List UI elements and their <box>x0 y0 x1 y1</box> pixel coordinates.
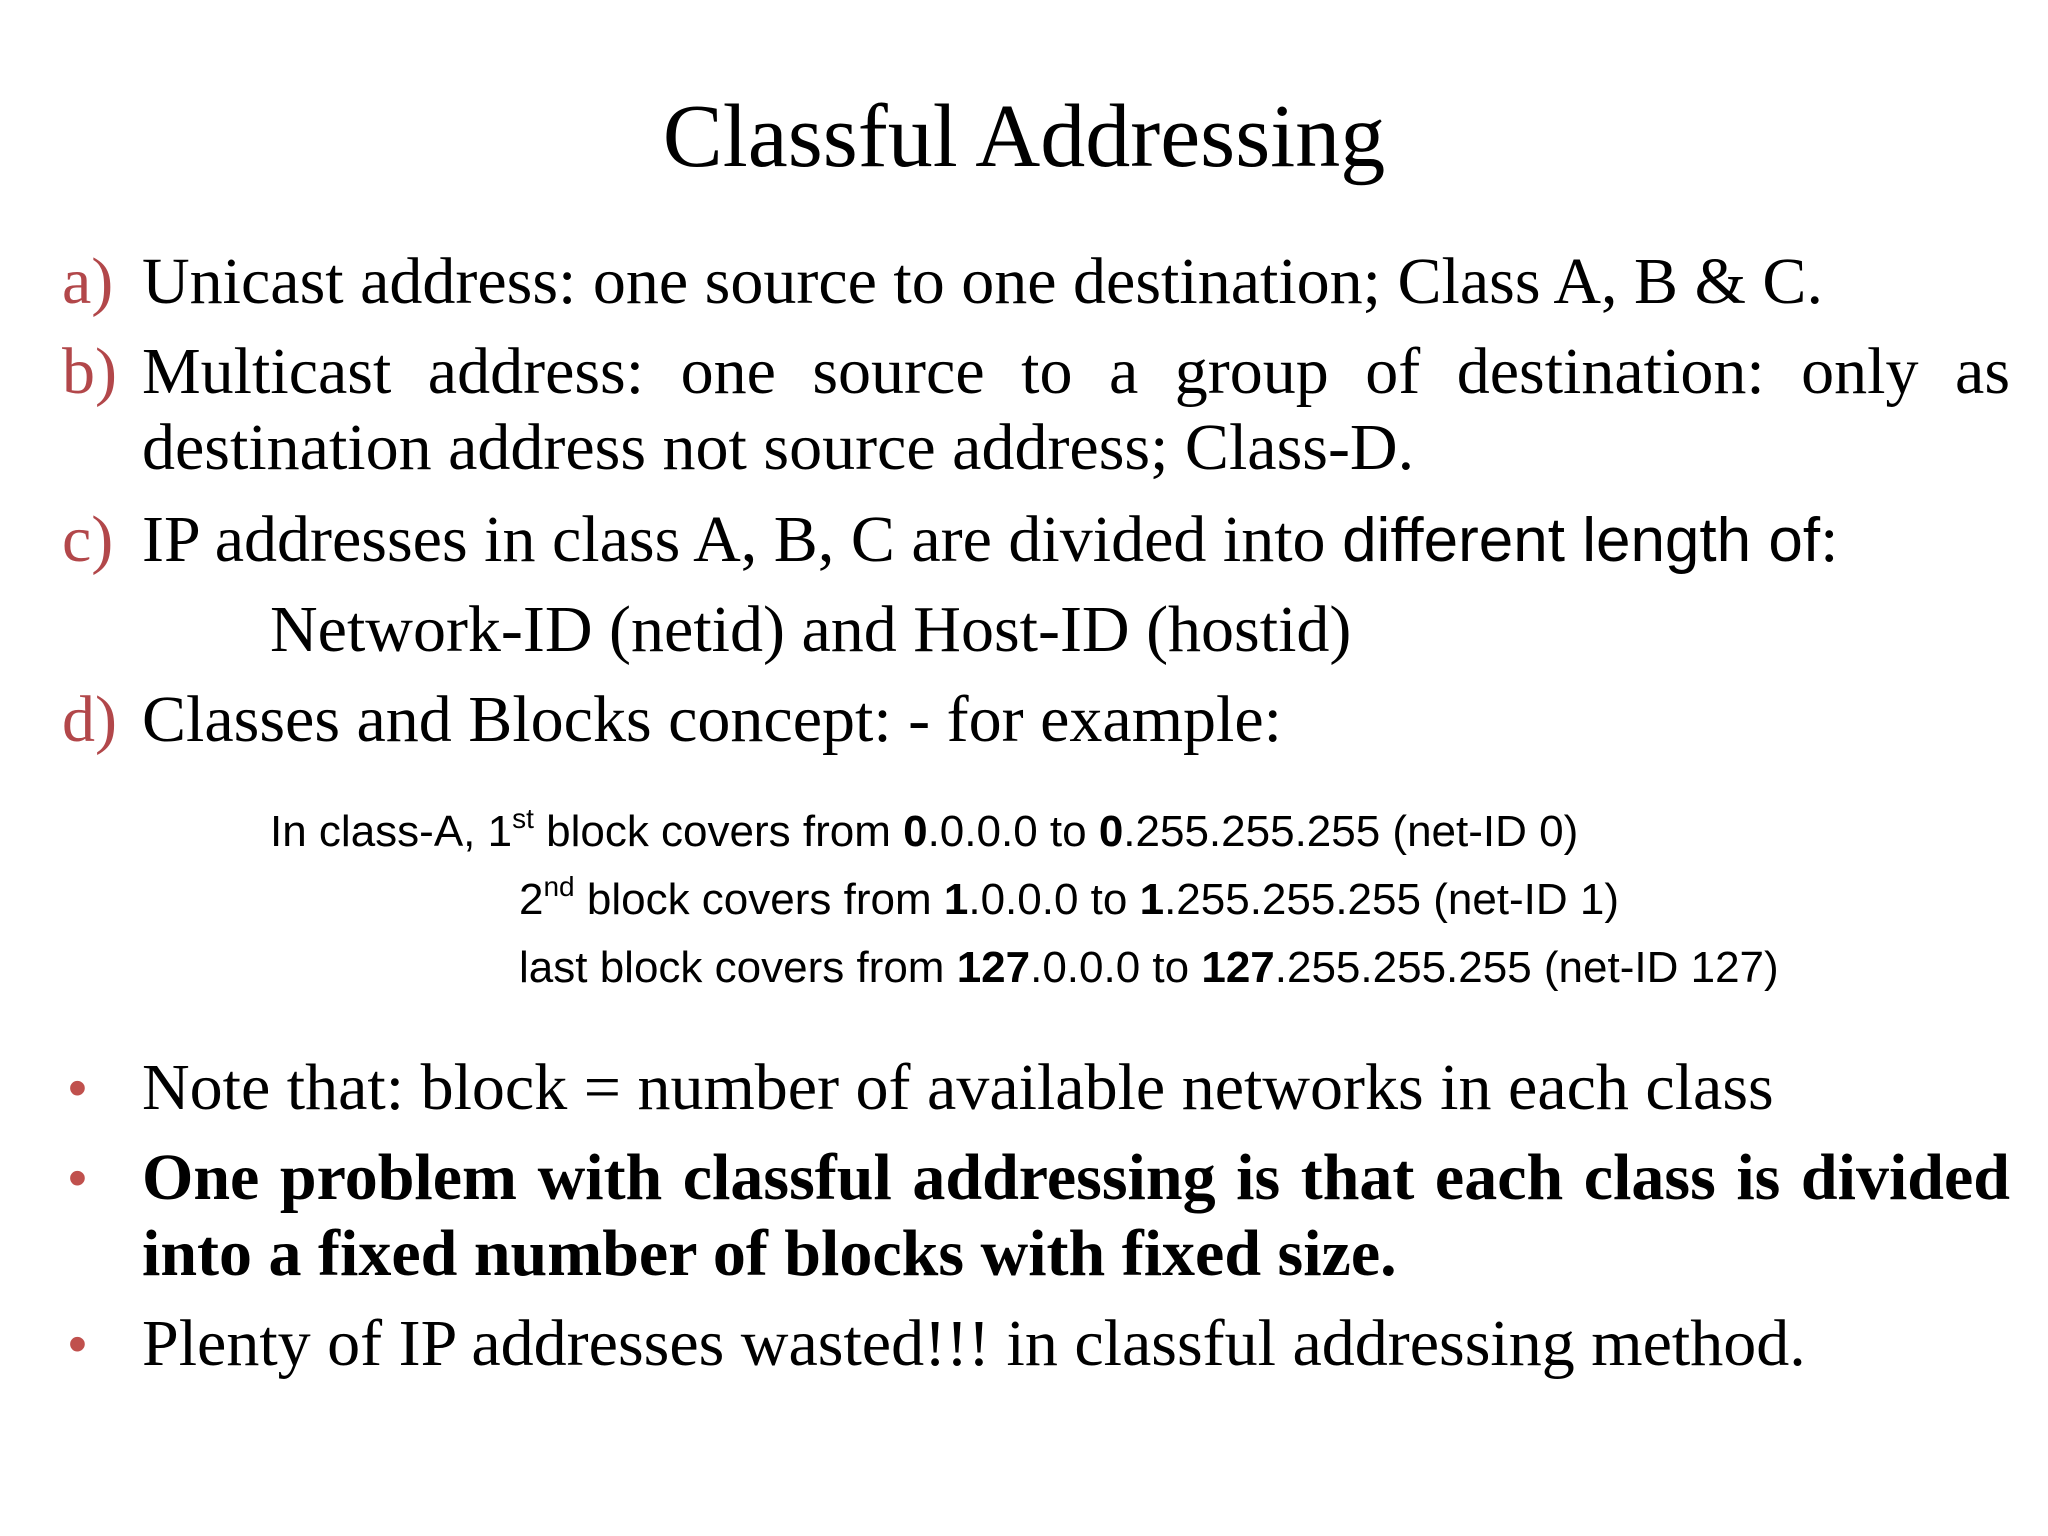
example-line-2-sup: nd <box>543 871 575 902</box>
example-line-3-end-netid: 127 <box>1201 943 1275 992</box>
bullet-icon: • <box>68 1148 87 1208</box>
ip-classes-text-serif: IP addresses in class A, B, C are divided into <box>142 503 1343 576</box>
ip-classes-text-sans: different length of <box>1342 506 1821 575</box>
example-line-2-range-end: .255.255.255 (net-ID 1) <box>1164 875 1620 924</box>
unicast-text: Unicast address: one source to one destination; Class A, B & C. <box>142 245 1823 318</box>
example-line-3-mid: last block covers from <box>519 943 957 992</box>
example-line-3-range-start: .0.0.0 to <box>1030 943 1202 992</box>
list-marker-d: d) <box>62 683 117 756</box>
example-line-1-prefix: In class-A, 1 <box>270 807 513 856</box>
example-line-3-range-end: .255.255.255 (net-ID 127) <box>1274 943 1779 992</box>
classes-blocks-text: Classes and Blocks concept: - for example: <box>142 683 1283 756</box>
example-line-2 <box>519 871 1620 926</box>
example-line-1 <box>270 803 1579 858</box>
example-line-1-start-netid: 0 <box>903 807 928 856</box>
bullet-icon: • <box>68 1314 87 1374</box>
example-line-1-range-start: .0.0.0 to <box>927 807 1099 856</box>
example-line-3 <box>519 942 1779 994</box>
slide-title: Classful Addressing <box>662 87 1386 186</box>
wasted-text: Plenty of IP addresses wasted!!! in classful addressing method. <box>142 1307 1806 1380</box>
bullet-icon: • <box>68 1058 87 1118</box>
list-marker-b: b) <box>62 335 117 408</box>
list-marker-a: a) <box>62 245 114 318</box>
example-line-2-prefix: 2 <box>519 875 544 924</box>
example-line-2-end-netid: 1 <box>1139 875 1165 924</box>
example-line-2-start-netid: 1 <box>943 875 969 924</box>
example-line-1-sup: st <box>512 803 534 834</box>
ip-classes-text-end: : <box>1820 503 1839 576</box>
list-marker-c: c) <box>62 503 114 576</box>
example-line-2-range-start: .0.0.0 to <box>968 875 1140 924</box>
multicast-text: Multicast address: one source to a group of destination: only as destination address not source address; Class-D. <box>142 335 2010 484</box>
example-line-3-start-netid: 127 <box>956 943 1031 992</box>
ip-classes-text <box>142 502 2010 579</box>
note-text: Note that: block = number of available networks in each class <box>142 1051 1774 1124</box>
example-line-1-range-end: .255.255.255 (net-ID 0) <box>1123 807 1579 856</box>
example-line-1-end-netid: 0 <box>1098 807 1124 856</box>
example-line-1-mid: block covers from <box>533 807 904 856</box>
netid-hostid-line: Network-ID (netid) and Host-ID (hostid) <box>270 593 1352 666</box>
problem-text: One problem with classful addressing is that each class is divided into a fixed number of blocks with fixed size. <box>142 1141 2010 1290</box>
example-line-2-mid: block covers from <box>574 875 944 924</box>
